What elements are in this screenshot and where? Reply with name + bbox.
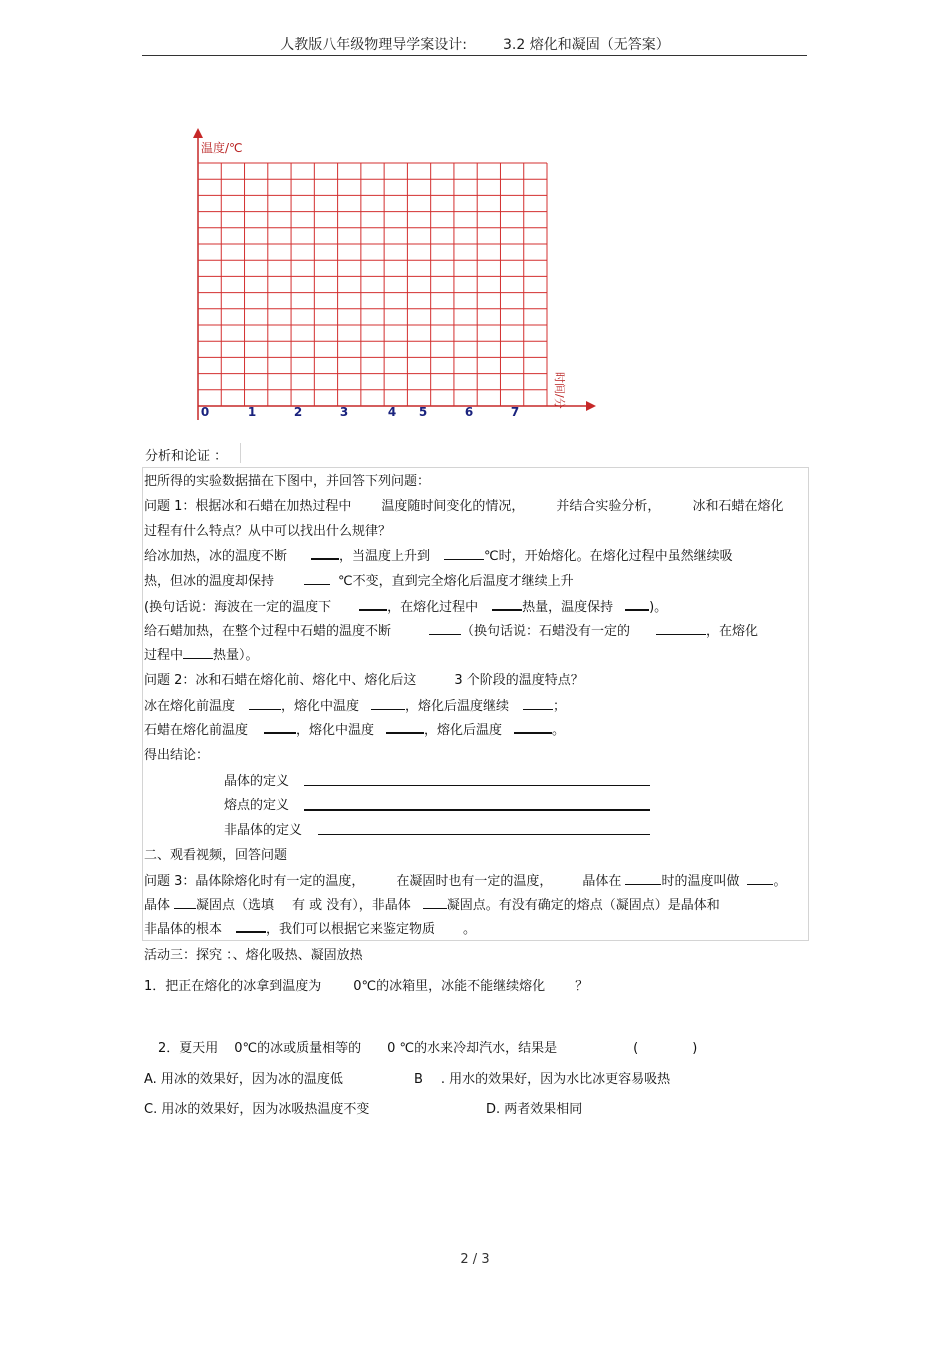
x-tick-label: 5: [418, 405, 428, 419]
answer-blank[interactable]: [249, 697, 281, 710]
answer-blank[interactable]: [304, 572, 330, 585]
answer-blank[interactable]: [359, 597, 387, 611]
section-2-title: 二、观看视频，回答问题: [144, 848, 288, 863]
answer-blank[interactable]: [371, 697, 405, 710]
grid-lines: [198, 163, 547, 406]
answer-blank[interactable]: [423, 896, 447, 909]
answer-blank[interactable]: [747, 872, 773, 885]
crystal-definition-label: 晶体的定义: [224, 774, 290, 789]
q3-line-2: 晶体 凝固点（选填 有 或 没有），非晶体 凝固点。有没有确定的熔点（凝固点）是晶体和: [144, 898, 720, 913]
x-tick-label: 7: [510, 405, 520, 419]
q3-line-3: 非晶体的根本 ，我们可以根据它来鉴定物质 。: [144, 918, 476, 937]
crystal-definition-line[interactable]: [304, 773, 650, 786]
q2-line-2: 冰在熔化前温度 ，熔化中温度 ，熔化后温度继续 ；: [144, 699, 567, 714]
answer-blank[interactable]: [174, 896, 196, 909]
answer-blank[interactable]: [264, 720, 296, 734]
answer-blank[interactable]: [311, 546, 339, 560]
option-c[interactable]: C. 用冰的效果好，因为冰吸热温度不变: [144, 1102, 370, 1117]
x-tick-labels: [201, 405, 519, 419]
answer-blank[interactable]: [514, 720, 552, 734]
q2-line-1: 问题 2：冰和石蜡在熔化前、熔化中、熔化后这 3 个阶段的温度特点？: [144, 673, 584, 688]
x-axis-label: 时间/分: [553, 372, 566, 409]
x-tick-label: 4: [387, 405, 397, 419]
x-tick-label: 1: [247, 405, 257, 419]
option-d[interactable]: D. 两者效果相同: [486, 1102, 583, 1117]
x-axis-arrow: [586, 401, 596, 411]
y-axis-arrow: [193, 128, 203, 138]
q1-line-1: 问题 1：根据冰和石蜡在加热过程中 温度随时间变化的情况， 并结合实验分析， 冰和石蜡在熔化: [144, 499, 784, 514]
page-number: 2 / 3: [460, 1252, 490, 1267]
amorphous-definition-line[interactable]: [318, 822, 650, 835]
problem-2: 2．夏天用 0℃的冰或质量相等的 0 ℃的水来冷却汽水，结果是 ( ): [158, 1041, 698, 1056]
conclusion-title: 得出结论：: [144, 748, 210, 763]
q1-line-4: 热，但冰的温度却保持 ℃不变，直到完全熔化后温度才继续上升: [144, 574, 574, 589]
temperature-time-grid: [0, 0, 950, 430]
q3-line-1: 问题 3：晶体除熔化时有一定的温度， 在凝固时也有一定的温度， 晶体在 时的温度叫做 。: [144, 874, 787, 889]
melting-point-definition-line[interactable]: [304, 797, 650, 811]
melting-point-definition-label: 熔点的定义: [224, 798, 290, 813]
intro-line: 把所得的实验数据描在下图中，并回答下列问题：: [144, 474, 431, 489]
answer-blank[interactable]: [492, 597, 522, 611]
q2-line-3: 石蜡在熔化前温度 ，熔化中温度 ，熔化后温度 。: [144, 719, 565, 738]
x-tick-label: 0: [200, 405, 210, 419]
option-b[interactable]: B . 用水的效果好，因为水比冰更容易吸热: [414, 1072, 671, 1087]
answer-blank[interactable]: [523, 697, 553, 710]
answer-blank[interactable]: [625, 872, 661, 885]
answer-blank[interactable]: [656, 622, 706, 635]
x-tick-label: 6: [464, 405, 474, 419]
q1-line-7: 过程中 热量）。: [144, 648, 259, 663]
answer-blank[interactable]: [386, 720, 424, 734]
header-right: 3.2 熔化和凝固（无答案）: [503, 37, 670, 53]
q1-line-6: 给石蜡加热，在整个过程中石蜡的温度不断 （换句话说：石蜡没有一定的 ，在熔化: [144, 624, 759, 639]
q1-line-3: 给冰加热，冰的温度不断 ，当温度上升到 ℃时，开始熔化。在熔化过程中虽然继续吸: [144, 545, 733, 564]
x-tick-label: 3: [339, 405, 349, 419]
activity-3-title: 活动三：探究 ：、熔化吸热、凝固放热: [144, 948, 363, 963]
problem-1: 1．把正在熔化的冰拿到温度为 0℃的冰箱里，冰能不能继续熔化 ？: [144, 979, 589, 994]
analysis-divider: [240, 443, 241, 463]
q1-line-5: (换句话说：海波在一定的温度下 ，在熔化过程中 热量，温度保持 )。: [144, 596, 667, 615]
header-left: 人教版八年级物理导学案设计:: [280, 37, 467, 53]
x-tick-label: 2: [293, 405, 303, 419]
q1-line-2: 过程有什么特点？从中可以找出什么规律？: [144, 524, 392, 539]
answer-blank[interactable]: [444, 547, 484, 560]
amorphous-definition-label: 非晶体的定义: [224, 823, 303, 838]
answer-blank[interactable]: [625, 597, 649, 611]
answer-blank[interactable]: [429, 622, 461, 635]
analysis-title: 分析和论证 ：: [145, 449, 228, 464]
y-axis-label: 温度/℃: [201, 141, 243, 155]
answer-blank[interactable]: [183, 646, 213, 659]
option-a[interactable]: A. 用冰的效果好，因为冰的温度低: [144, 1072, 343, 1087]
answer-blank[interactable]: [236, 919, 266, 933]
